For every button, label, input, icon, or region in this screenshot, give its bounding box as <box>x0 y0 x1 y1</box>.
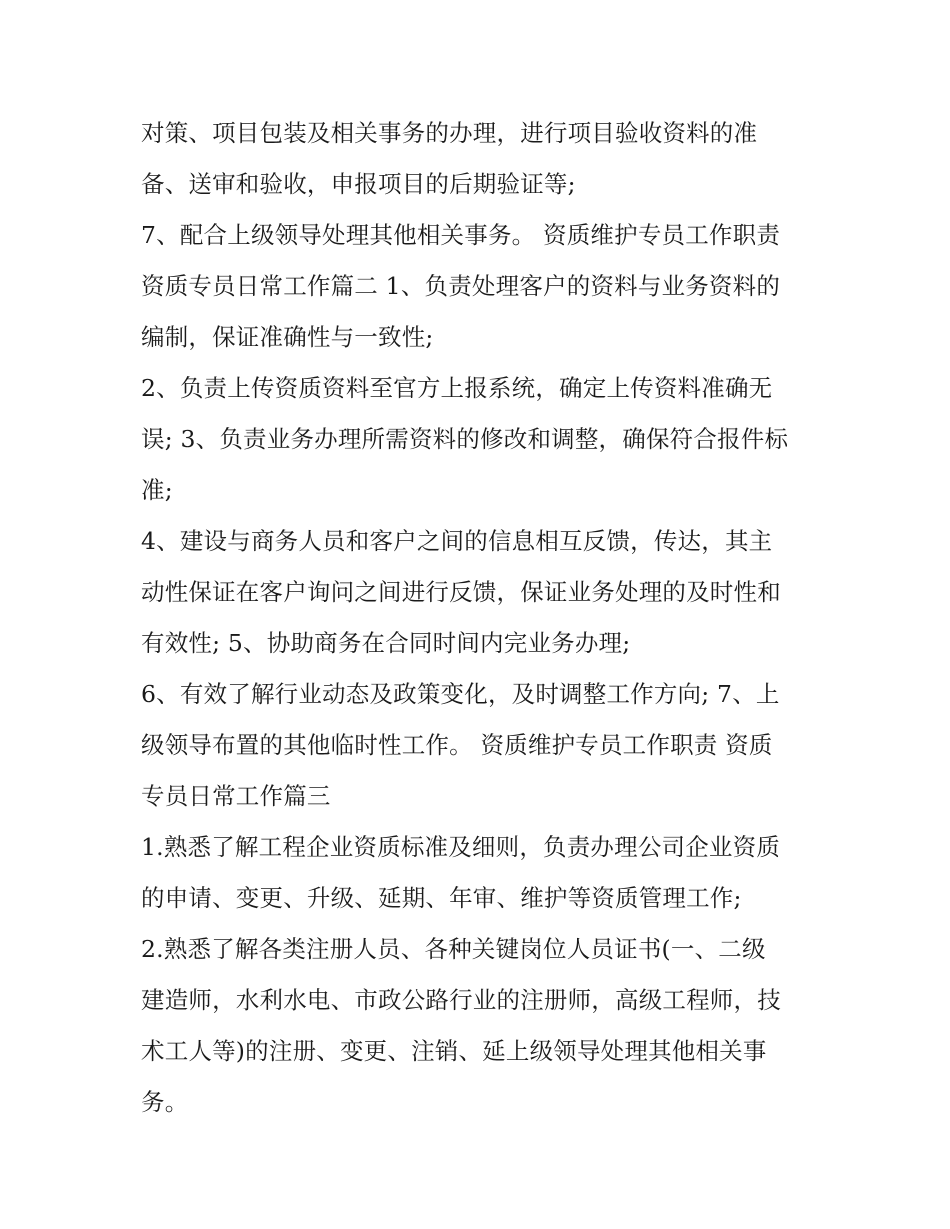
text-line: 2.熟悉了解各类注册人员、各种关键岗位人员证书(一、二级 <box>141 935 766 963</box>
text-line: 专员日常工作篇三 <box>141 782 331 810</box>
text-line: 级领导布置的其他临时性工作。 资质维护专员工作职责 资质 <box>141 731 773 759</box>
text-line: 误; 3、负责业务办理所需资料的修改和调整，确保符合报件标 <box>141 425 789 453</box>
text-line: 备、送审和验收，申报项目的后期验证等; <box>141 170 576 198</box>
text-line: 4、建设与商务人员和客户之间的信息相互反馈，传达，其主 <box>141 527 773 555</box>
text-line: 6、有效了解行业动态及政策变化，及时调整工作方向; 7、上 <box>141 680 780 708</box>
text-line: 2、负责上传资质资料至官方上报系统，确定上传资料准确无 <box>141 374 773 402</box>
text-line: 务。 <box>141 1088 189 1116</box>
text-line: 对策、项目包装及相关事务的办理，进行项目验收资料的准 <box>141 119 758 147</box>
text-line: 7、配合上级领导处理其他相关事务。 资质维护专员工作职责 <box>141 221 781 249</box>
text-line: 1.熟悉了解工程企业资质标准及细则，负责办理公司企业资质 <box>141 833 781 861</box>
text-line: 准; <box>141 476 173 504</box>
text-line: 术工人等)的注册、变更、注销、延上级领导处理其他相关事 <box>141 1037 767 1065</box>
text-line: 建造师，水利水电、市政公路行业的注册师，高级工程师，技 <box>141 986 781 1014</box>
text-line: 有效性; 5、协助商务在合同时间内完业务办理; <box>141 629 631 657</box>
document-body <box>141 108 817 1128</box>
text-line: 的申请、变更、升级、延期、年审、维护等资质管理工作; <box>141 884 742 912</box>
text-line: 资质专员日常工作篇二 1、负责处理客户的资料与业务资料的 <box>141 272 781 300</box>
text-line: 编制，保证准确性与一致性; <box>141 323 434 351</box>
text-line: 动性保证在客户询问之间进行反馈，保证业务处理的及时性和 <box>141 578 781 606</box>
